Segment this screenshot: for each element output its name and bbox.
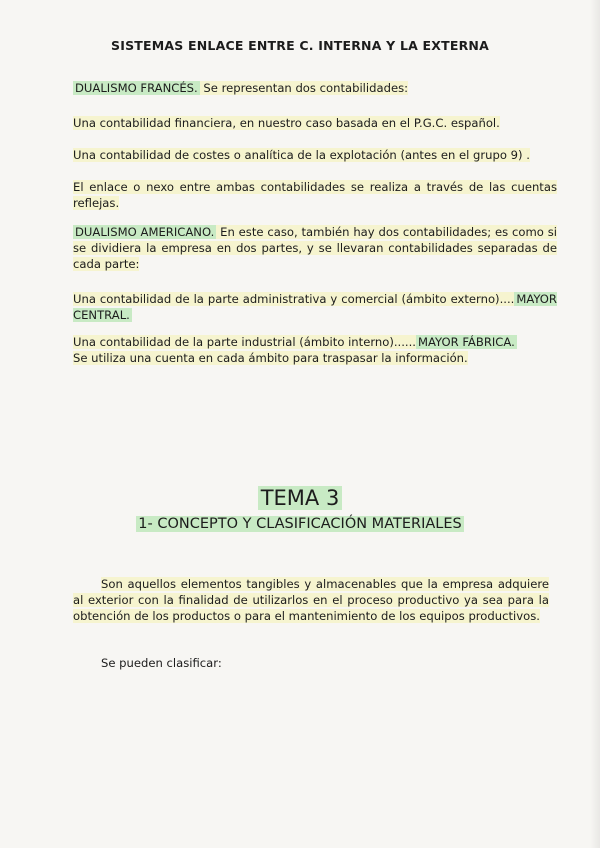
tema-title: TEMA 3 — [258, 486, 343, 510]
americano-item-central — [73, 291, 557, 323]
americano-item-fabrica — [73, 334, 557, 366]
tema-subtitle — [0, 516, 600, 532]
document-title: SISTEMAS ENLACE ENTRE C. INTERNA Y LA EXTERNA — [111, 38, 489, 53]
materiales-definition — [73, 576, 549, 624]
frances-enlace — [73, 179, 557, 211]
dualismo-americano-paragraph — [73, 224, 557, 272]
dualismo-frances-text: Se representan dos contabilidades: — [199, 81, 409, 95]
materiales-definition-text: Son aquellos elementos tangibles y almacenables que la empresa adquiere al exterior con la finalidad de utilizarlos en el proceso productivo ya sea para la obtención de los productos o para el mantenimiento de los equipos productivos. — [73, 577, 549, 623]
mayor-fabrica-mark: MAYOR FÁBRICA. — [417, 335, 515, 349]
frances-item-financiera-text: Una contabilidad financiera, en nuestro caso basada en el P.G.C. español. — [73, 116, 500, 130]
materiales-clasificar — [101, 655, 577, 671]
materiales-clasificar-text: Se pueden clasificar: — [101, 656, 222, 670]
americano-item-fabrica-text: Una contabilidad de la parte industrial (ámbito interno)...... — [73, 335, 416, 349]
americano-traspaso-text: Se utiliza una cuenta en cada ámbito para traspasar la información. — [73, 351, 468, 365]
tema-heading — [0, 486, 600, 510]
tema-subtitle-text: 1- CONCEPTO Y CLASIFICACIÓN MATERIALES — [138, 516, 462, 532]
frances-item-financiera — [73, 115, 557, 131]
dualismo-frances-label: DUALISMO FRANCÉS. — [75, 81, 198, 95]
dualismo-frances-paragraph — [73, 80, 557, 96]
dualismo-americano-text: En este caso, también hay dos contabilidades; es como si se dividiera la empresa en dos partes, y se llevaran contabilidades separadas de cada parte: — [73, 225, 558, 271]
frances-item-costes — [73, 147, 557, 163]
frances-item-costes-text: Una contabilidad de costes o analítica de la explotación (antes en el grupo 9) . — [73, 148, 530, 162]
mayor-central-mark: MAYOR CENTRAL. — [73, 292, 557, 322]
dualismo-americano-label: DUALISMO AMERICANO. — [75, 225, 215, 239]
americano-item-central-text: Una contabilidad de la parte administrativa y comercial (ámbito externo).... — [73, 292, 515, 306]
page-edge-shadow — [590, 0, 600, 848]
frances-enlace-text: El enlace o nexo entre ambas contabilidades se realiza a través de las cuentas reflejas. — [73, 180, 557, 210]
